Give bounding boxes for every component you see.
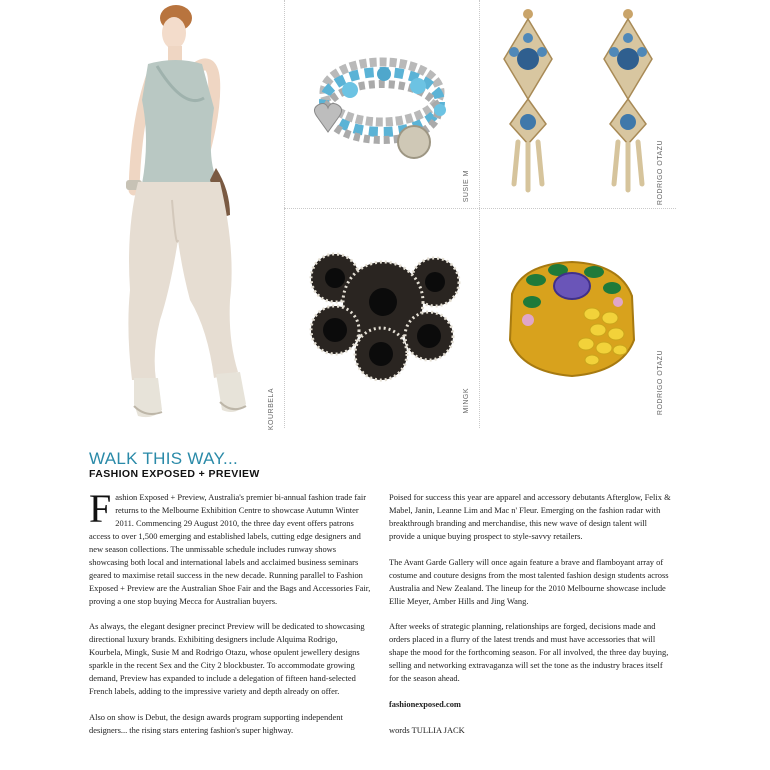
grid-divider bbox=[479, 0, 480, 428]
earrings-credit: RODRIGO OTAZU bbox=[657, 140, 664, 206]
paragraph: Also on show is Debut, the design awards program supporting independent designers... the rising stars entering fashion's super highway. bbox=[89, 712, 343, 736]
brooch-photo bbox=[303, 250, 468, 410]
ring-credit: RODRIGO OTAZU bbox=[657, 350, 664, 416]
grid-divider bbox=[284, 208, 676, 209]
model-photo bbox=[112, 0, 282, 425]
left-column bbox=[89, 486, 372, 750]
paragraph: The Avant Garde Gallery will once again feature a brave and flamboyant array of costume and couture designs from the most talented fashion design students across Australia and New Zealand. The lineup for the 2010 Melbourne showcase include Ellie Meyer, Amber Hills and Jing Wang. bbox=[389, 556, 669, 606]
paragraph: As always, the elegant designer precinct Preview will be dedicated to showcasing directional luxury brands. Exhibiting designers include Alquima Rodrigo, Kourbela, Mingk, Susie M and Rodrigo Otazu, whose opulent jewellery designs sparkle in the recent Sex and the City 2 blockbuster. To accommodate growing demand, Preview has expanded to include a delegation of fifteen hand-selected French labels, adding to the impressive variety and depth already on offer. bbox=[89, 621, 365, 697]
bracelet-credit: SUSIE M bbox=[463, 170, 470, 203]
website-link[interactable]: fashionexposed.com bbox=[389, 699, 461, 710]
ring-photo bbox=[502, 244, 642, 384]
right-column bbox=[389, 491, 672, 750]
byline: words TULLIA JACK bbox=[389, 724, 465, 735]
paragraph: Poised for success this year are apparel and accessory debutants Afterglow, Felix & Mabel, Janin, Leanne Lim and Mac n' Fleur. Emerging on the fashion radar with breakthrough branding and merchandise, this new wave of design talent will provide a unique buying prospect to style-savvy retailers. bbox=[389, 492, 671, 541]
article-subhead: FASHION EXPOSED + PREVIEW bbox=[89, 468, 260, 480]
earrings-photo bbox=[488, 4, 668, 194]
grid-divider bbox=[284, 0, 285, 428]
paragraph: After weeks of strategic planning, relationships are forged, decisions made and orders placed in a flurry of the latest trends and must have accessories that will shape the mood for the forthcoming season. For all involved, the three day buying, selling and networking extravaganza will set the tone as the industry braces itself for the season ahead. bbox=[389, 621, 669, 684]
model-credit: KOURBELA bbox=[268, 388, 275, 431]
article-headline: WALK THIS WAY... bbox=[89, 449, 239, 468]
drop-cap: F bbox=[89, 486, 112, 531]
paragraph: Fashion Exposed + Preview, Australia's premier bi-annual fashion trade fair returns to the Melbourne Exhibition Centre to showcase Autumn Winter 2011. Commencing 29 August 2010, the three day event offers patrons access to over 1,500 emerging and established labels, cutting edge designers and new season collections. The unmissable schedule includes runway shows showcasing both local and international labels and acclaimed business seminars geared to maximise retail success in the new decade. Running parallel to Fashion Exposed + Preview are the Australian Shoe Fair and the Bags and Accessories Fair, proving a one stop buying Mecca for Australian buyers. bbox=[89, 486, 371, 606]
brooch-credit: MINGK bbox=[463, 388, 470, 414]
bracelet-photo bbox=[300, 30, 465, 165]
